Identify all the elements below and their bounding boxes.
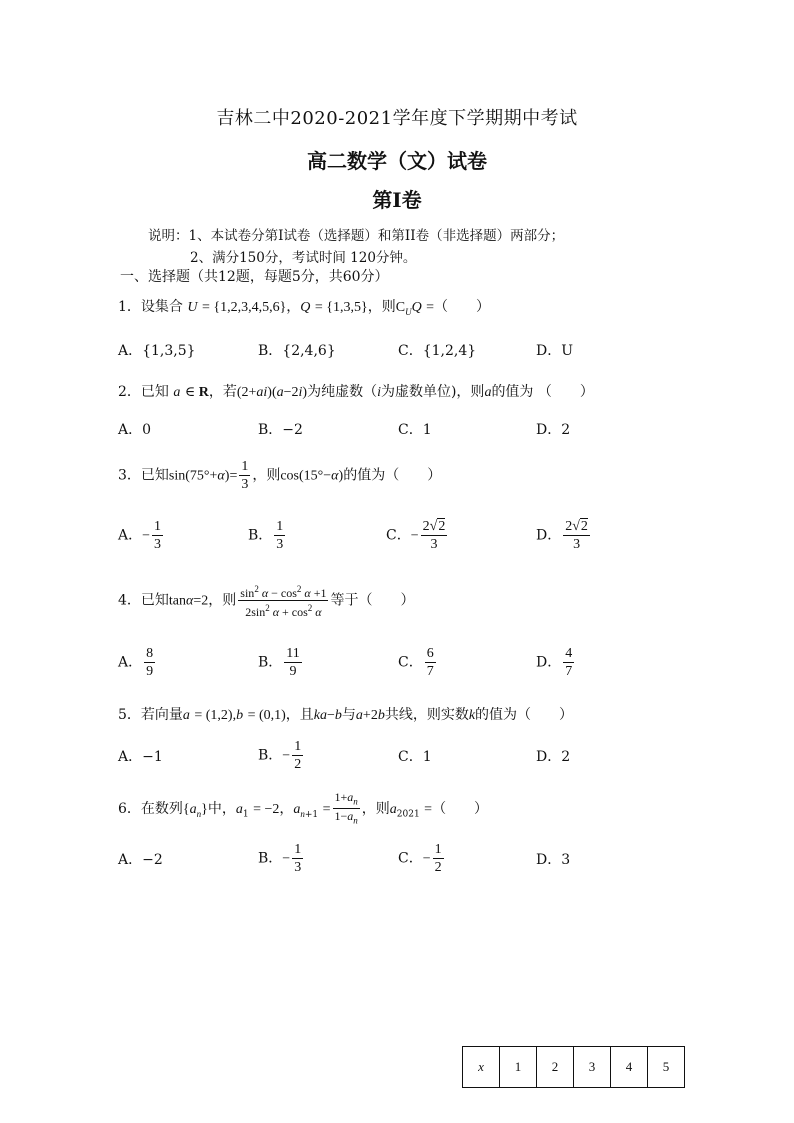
table-cell: 4 [611, 1047, 648, 1088]
q3-option-d: D． $\frac{2√2}{3}$ [536, 519, 588, 552]
table-cell: 5 [648, 1047, 685, 1088]
table-cell: 3 [574, 1047, 611, 1088]
q6-option-b: B．− $\frac{1}{3}$ [258, 842, 302, 875]
q2-option-d: D．2 [536, 422, 571, 438]
q3-option-c: C．− $\frac{2√2}{3}$ [386, 519, 446, 552]
q6-option-d: D．3 [536, 852, 571, 868]
question-number: 3． [118, 467, 141, 484]
question-5: 5．若向量a = (1,2),b = (0,1)，且ka−b与a+2b共线，则实数k的值为（ ） [118, 707, 574, 723]
q1-option-b: B．{2,4,6} [258, 343, 336, 359]
q3-option-a: A．− $\frac{1}{3}$ [118, 519, 162, 552]
question-number: 1． [118, 299, 141, 315]
question-6: 6．在数列$\{a_n\}$中，$a_1 = -2$，$a_{n+1}$ = $\frac{1+a_n}{1-a_n}$ ，则$a_{2021}$ =（ ） [118, 790, 489, 826]
question-3: 3．已知sin(75°+α)= $\frac{1}{3}$ ，则cos(15°−α)的值为（ ） [118, 459, 442, 492]
note-line-2: 2、满分150分，考试时间 120分钟。 [190, 250, 417, 266]
table-cell: 1 [500, 1047, 537, 1088]
q6-option-a: A．−2 [118, 852, 163, 868]
question-number: 5． [118, 707, 141, 723]
q1-option-c: C．{1,2,4} [398, 343, 477, 359]
table-cell: 2 [537, 1047, 574, 1088]
question-number: 4． [118, 592, 141, 609]
q4-option-d: D． $\frac{4}{7}$ [536, 646, 573, 679]
q1-option-d: D．U [536, 343, 574, 359]
q2-option-b: B．−2 [258, 422, 303, 438]
question-number: 2． [118, 384, 141, 400]
question-1: 1．设集合 U = {1,2,3,4,5,6}，Q = {1,3,5}，则$C_UQ$ =（ ） [118, 299, 491, 317]
question-number: 6． [118, 800, 141, 817]
q1-option-a: A．{1,3,5} [118, 343, 196, 359]
q5-option-b: B．− $\frac{1}{2}$ [258, 739, 302, 772]
exam-title: 吉林二中2020-2021学年度下学期期中考试 [216, 108, 578, 129]
q3-option-b: B． $\frac{1}{3}$ [248, 519, 284, 552]
q5-option-c: C．1 [398, 749, 432, 765]
section-heading: 一、选择题（共12题，每题5分，共60分） [120, 269, 389, 285]
q2-option-a: A．0 [118, 422, 152, 438]
value-table [462, 1046, 685, 1088]
part-heading: 第Ⅰ卷 [372, 188, 422, 212]
q5-option-a: A．−1 [118, 749, 163, 765]
q5-option-d: D．2 [536, 749, 571, 765]
q2-option-c: C．1 [398, 422, 432, 438]
q4-option-b: B． $\frac{11}{9}$ [258, 646, 300, 679]
exam-subtitle: 高二数学（文）试卷 [307, 149, 487, 173]
q4-option-a: A． $\frac{8}{9}$ [118, 646, 154, 679]
q6-option-c: C．− $\frac{1}{2}$ [398, 842, 442, 875]
question-4: 4．已知tanα=2，则 $\frac{\sin^2 \alpha - \cos^2 \alpha +1}{2\sin^2 \alpha + \cos^2 \alpha}$ 等于（ ） [118, 584, 415, 619]
question-2: 2．已知 a ∈ R，若(2+ai)(a−2i)为纯虚数（i为虚数单位)，则a的值为 （ ） [118, 384, 594, 400]
table-row [463, 1047, 685, 1088]
q4-option-c: C． $\frac{6}{7}$ [398, 646, 434, 679]
table-cell-x: x [463, 1047, 500, 1088]
note-line-1: 说明：1、本试卷分第Ⅰ试卷（选择题）和第II卷（非选择题）两部分； [148, 228, 565, 244]
